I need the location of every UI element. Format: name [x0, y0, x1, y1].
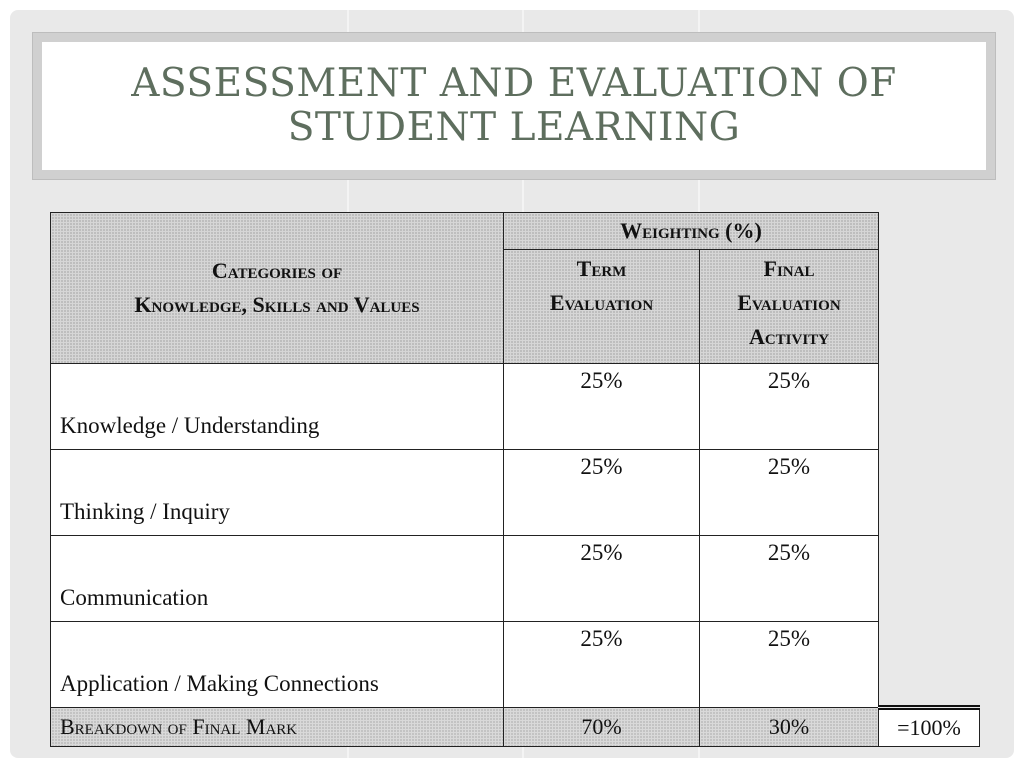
term-value-cell: 25% [504, 364, 700, 450]
slide-title [131, 62, 897, 150]
category-cell: Application / Making Connections [51, 622, 504, 708]
term-header-line2: Evaluation [549, 290, 654, 315]
slide [10, 10, 1014, 758]
term-value-cell: 25% [504, 450, 700, 536]
final-value-cell: 25% [700, 450, 879, 536]
table-row [51, 622, 980, 708]
table-row [51, 536, 980, 622]
table-row [51, 364, 980, 450]
term-value-cell: 25% [504, 536, 700, 622]
final-total-cell: 30% [700, 708, 879, 747]
final-header-line2: Evaluation [737, 290, 841, 315]
final-mark-label: Breakdown of Final Mark [51, 708, 504, 747]
term-value-cell: 25% [504, 622, 700, 708]
weighting-header: Weighting (%) [504, 213, 879, 250]
title-box [42, 42, 986, 170]
final-value-cell: 25% [700, 536, 879, 622]
category-cell: Communication [51, 536, 504, 622]
slide-title-line2: STUDENT LEARNING [287, 105, 741, 150]
categories-header-line2: Knowledge, Skills and Values [134, 292, 420, 317]
category-cell: Thinking / Inquiry [51, 450, 504, 536]
final-value-cell: 25% [700, 364, 879, 450]
category-cell: Knowledge / Understanding [51, 364, 504, 450]
term-total-cell: 70% [504, 708, 700, 747]
final-value-cell: 25% [700, 622, 879, 708]
term-evaluation-header [504, 250, 700, 364]
final-header-line1: Final [763, 256, 815, 281]
term-header-line1: Term [576, 256, 627, 281]
final-evaluation-header [700, 250, 879, 364]
title-frame [32, 32, 996, 180]
slide-title-line1: ASSESSMENT AND EVALUATION OF [131, 61, 897, 106]
weighting-table [50, 212, 980, 747]
categories-header-line1: Categories of [211, 258, 343, 283]
categories-header [51, 213, 504, 364]
final-header-line3: Activity [748, 324, 830, 349]
total-row [51, 708, 980, 747]
table-row [51, 450, 980, 536]
sum-total-cell: =100% [879, 708, 980, 747]
